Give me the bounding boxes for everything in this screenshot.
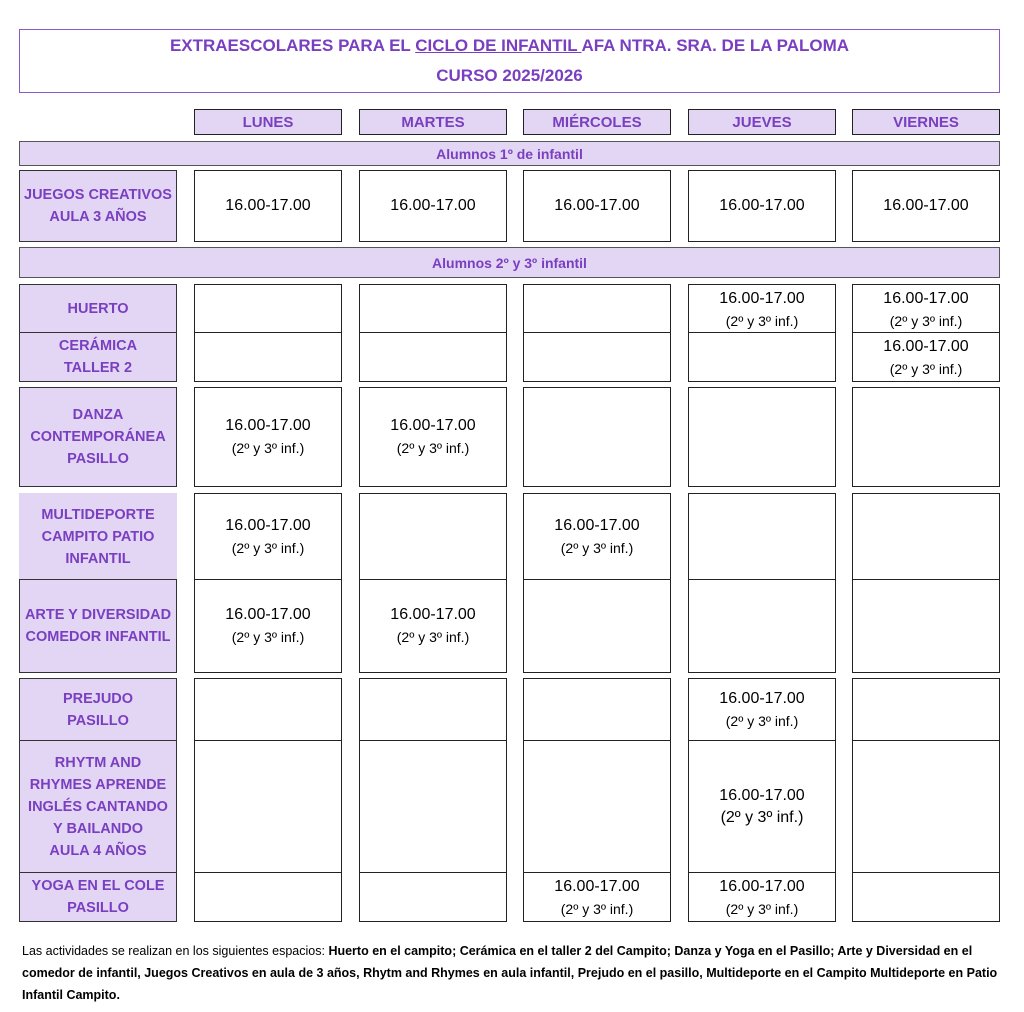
slot-huerto-thursday: 16.00-17.00 (2º y 3º inf.) — [688, 284, 836, 334]
activity-multideporte: MULTIDEPORTE CAMPITO PATIO INFANTIL — [19, 493, 177, 581]
slot-ceramica-wednesday — [523, 332, 671, 382]
title-line-2: CURSO 2025/2026 — [436, 66, 583, 85]
slot-rhythm-thursday: 16.00-17.00 (2º y 3º inf.) — [688, 740, 836, 874]
activity-prejudo: PREJUDO PASILLO — [19, 678, 177, 742]
slot-prejudo-monday — [194, 678, 342, 742]
slot-yoga-wednesday: 16.00-17.00 (2º y 3º inf.) — [523, 872, 671, 922]
title-box — [19, 29, 1000, 93]
day-header-tuesday: MARTES — [359, 109, 507, 135]
slot-juegos-wednesday: 16.00-17.00 — [523, 170, 671, 242]
slot-huerto-friday: 16.00-17.00 (2º y 3º inf.) — [852, 284, 1000, 334]
slot-juegos-monday: 16.00-17.00 — [194, 170, 342, 242]
slot-prejudo-tuesday — [359, 678, 507, 742]
slot-multideporte-tuesday — [359, 493, 507, 581]
slot-rhythm-wednesday — [523, 740, 671, 874]
slot-arte-wednesday — [523, 579, 671, 673]
activity-yoga: YOGA EN EL COLE PASILLO — [19, 872, 177, 922]
day-header-monday: LUNES — [194, 109, 342, 135]
slot-prejudo-friday — [852, 678, 1000, 742]
slot-multideporte-thursday — [688, 493, 836, 581]
slot-rhythm-tuesday — [359, 740, 507, 874]
slot-arte-thursday — [688, 579, 836, 673]
slot-prejudo-wednesday — [523, 678, 671, 742]
title-line-1: EXTRAESCOLARES PARA EL CICLO DE INFANTIL AFA NTRA. SRA. DE LA PALOMA — [169, 36, 850, 55]
slot-ceramica-thursday — [688, 332, 836, 382]
slot-huerto-monday — [194, 284, 342, 334]
title-underlined: CICLO DE INFANTIL — [415, 36, 582, 55]
activity-rhythm-rhymes: RHYTM AND RHYMES APRENDE INGLÉS CANTANDO Y BAILANDO AULA 4 AÑOS — [19, 740, 177, 874]
slot-rhythm-friday — [852, 740, 1000, 874]
slot-prejudo-thursday: 16.00-17.00 (2º y 3º inf.) — [688, 678, 836, 742]
slot-danza-thursday — [688, 387, 836, 487]
activity-ceramica: CERÁMICA TALLER 2 — [19, 332, 177, 382]
slot-rhythm-monday — [194, 740, 342, 874]
footer-note: Las actividades se realizan en los siguientes espacios: Huerto en el campito; Cerámica en el taller 2 del Campito; Danza y Yoga en el Pasillo; Arte y Diversidad en el comedor de infantil, Juegos Creativos en aula de 3 años, Rhytm and Rhymes en aula infantil, Prejudo en el pasillo, Multideporte en el Campito Multideporte en Patio Infantil Campito. — [22, 944, 998, 1002]
slot-arte-tuesday: 16.00-17.00 (2º y 3º inf.) — [359, 579, 507, 673]
slot-yoga-monday — [194, 872, 342, 922]
slot-danza-tuesday: 16.00-17.00 (2º y 3º inf.) — [359, 387, 507, 487]
slot-yoga-friday — [852, 872, 1000, 922]
slot-juegos-thursday: 16.00-17.00 — [688, 170, 836, 242]
day-header-friday: VIERNES — [852, 109, 1000, 135]
slot-danza-wednesday — [523, 387, 671, 487]
activity-juegos-creativos: JUEGOS CREATIVOS AULA 3 AÑOS — [19, 170, 177, 242]
section-first-year: Alumnos 1º de infantil — [19, 141, 1000, 166]
slot-arte-friday — [852, 579, 1000, 673]
slot-danza-monday: 16.00-17.00 (2º y 3º inf.) — [194, 387, 342, 487]
slot-multideporte-wednesday: 16.00-17.00 (2º y 3º inf.) — [523, 493, 671, 581]
slot-multideporte-friday — [852, 493, 1000, 581]
activity-danza: DANZA CONTEMPORÁNEA PASILLO — [19, 387, 177, 487]
activity-arte-diversidad: ARTE Y DIVERSIDAD COMEDOR INFANTIL — [19, 579, 177, 673]
slot-juegos-friday: 16.00-17.00 — [852, 170, 1000, 242]
footer-details: Huerto en el campito; Cerámica en el taller 2 del Campito; Danza y Yoga en el Pasillo; Arte y Diversidad en el comedor de infantil, Juegos Creativos en aula de 3 años, Rhytm and Rhymes en aula infantil, Prejudo en el pasillo, Multideporte en el Campito Multideporte en Patio Infantil Campito. — [22, 944, 998, 1002]
day-header-wednesday: MIÉRCOLES — [523, 109, 671, 135]
slot-arte-monday: 16.00-17.00 (2º y 3º inf.) — [194, 579, 342, 673]
slot-juegos-tuesday: 16.00-17.00 — [359, 170, 507, 242]
slot-ceramica-friday: 16.00-17.00 (2º y 3º inf.) — [852, 332, 1000, 382]
day-header-thursday: JUEVES — [688, 109, 836, 135]
activity-huerto: HUERTO — [19, 284, 177, 334]
section-second-third-year: Alumnos 2º y 3º infantil — [19, 247, 1000, 278]
slot-huerto-tuesday — [359, 284, 507, 334]
slot-yoga-thursday: 16.00-17.00 (2º y 3º inf.) — [688, 872, 836, 922]
slot-huerto-wednesday — [523, 284, 671, 334]
slot-ceramica-monday — [194, 332, 342, 382]
slot-danza-friday — [852, 387, 1000, 487]
slot-yoga-tuesday — [359, 872, 507, 922]
slot-ceramica-tuesday — [359, 332, 507, 382]
slot-multideporte-monday: 16.00-17.00 (2º y 3º inf.) — [194, 493, 342, 581]
